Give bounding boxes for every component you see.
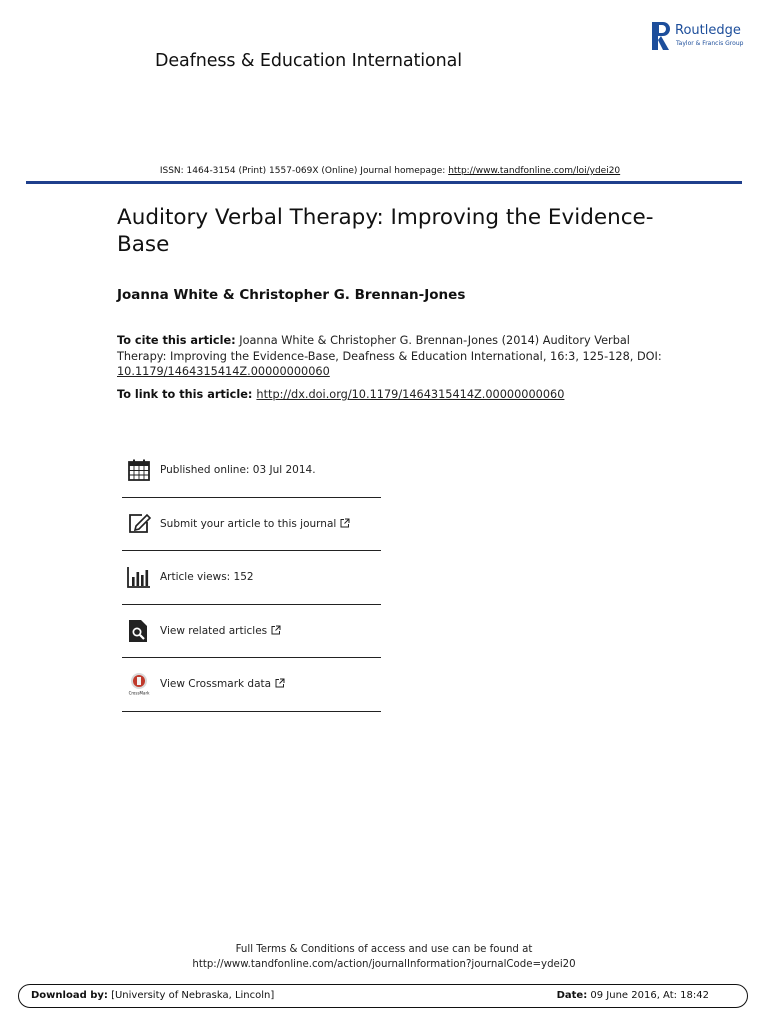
citation-label: To cite this article: xyxy=(117,334,236,347)
external-link-icon xyxy=(275,678,285,688)
terms-line-1: Full Terms & Conditions of access and use can be found at xyxy=(235,944,533,955)
related-articles-link[interactable] xyxy=(160,625,281,637)
download-by-label: Download by: xyxy=(31,990,108,1001)
download-date-label: Date: xyxy=(556,990,588,1001)
citation-doi-link[interactable]: 10.1179/1464315414Z.00000000060 xyxy=(117,365,330,378)
article-views-text: Article views: 152 xyxy=(160,571,254,584)
link-line xyxy=(117,388,564,401)
download-info-bar xyxy=(18,984,748,1008)
related-articles-row[interactable] xyxy=(122,605,381,659)
article-authors: Joanna White & Christopher G. Brennan-Jones xyxy=(117,287,466,303)
link-label: To link to this article: xyxy=(117,388,253,401)
submit-article-link[interactable] xyxy=(160,518,350,530)
edit-icon xyxy=(127,512,151,536)
published-online-text: Published online: 03 Jul 2014. xyxy=(160,464,316,477)
related-articles-text: View related articles xyxy=(160,624,268,637)
download-by-value: [University of Nebraska, Lincoln] xyxy=(107,990,275,1001)
journal-name: Deafness & Education International xyxy=(155,51,462,71)
journal-homepage-link[interactable]: http://www.tandfonline.com/loi/ydei20 xyxy=(448,166,621,176)
bar-chart-icon xyxy=(127,565,151,589)
issn-line xyxy=(0,166,768,176)
terms-url[interactable]: http://www.tandfonline.com/action/journalInformation?journalCode=ydei20 xyxy=(192,959,576,970)
header-divider xyxy=(26,181,742,184)
issn-text: ISSN: 1464-3154 (Print) 1557-069X (Online) Journal homepage: xyxy=(159,166,449,176)
crossmark-link[interactable] xyxy=(160,678,285,690)
external-link-icon xyxy=(340,518,350,528)
citation-text: Joanna White & Christopher G. Brennan-Jones (2014) Auditory Verbal Therapy: Improving the Evidence-Base, Deafness & Education International, 16:3, 125-128, DOI: xyxy=(117,334,662,363)
publisher-name: Routledge xyxy=(675,23,741,38)
submit-article-row[interactable] xyxy=(122,498,381,552)
document-search-icon xyxy=(127,619,151,643)
external-link-icon xyxy=(271,625,281,635)
crossmark-text: View Crossmark data xyxy=(160,678,272,691)
calendar-icon xyxy=(127,458,151,482)
submit-article-text: Submit your article to this journal xyxy=(160,517,337,530)
download-by xyxy=(31,990,274,1001)
crossmark-row[interactable] xyxy=(122,658,381,712)
download-date-value: 09 June 2016, At: 18:42 xyxy=(587,990,709,1001)
article-info-list xyxy=(122,444,381,712)
publisher-logo[interactable] xyxy=(652,22,752,52)
published-online-row xyxy=(122,444,381,498)
article-views-row xyxy=(122,551,381,605)
crossmark-icon-text: CrossMark xyxy=(128,690,150,696)
citation-block xyxy=(117,333,662,380)
publisher-subtitle: Taylor & Francis Group xyxy=(676,40,744,47)
download-date xyxy=(557,990,709,1001)
terms-notice xyxy=(0,942,768,972)
crossmark-icon xyxy=(127,672,151,696)
article-doi-link[interactable]: http://dx.doi.org/10.1179/1464315414Z.00000000060 xyxy=(256,388,565,401)
routledge-logo-icon xyxy=(652,22,670,50)
article-title: Auditory Verbal Therapy: Improving the Evidence-Base xyxy=(117,205,654,257)
